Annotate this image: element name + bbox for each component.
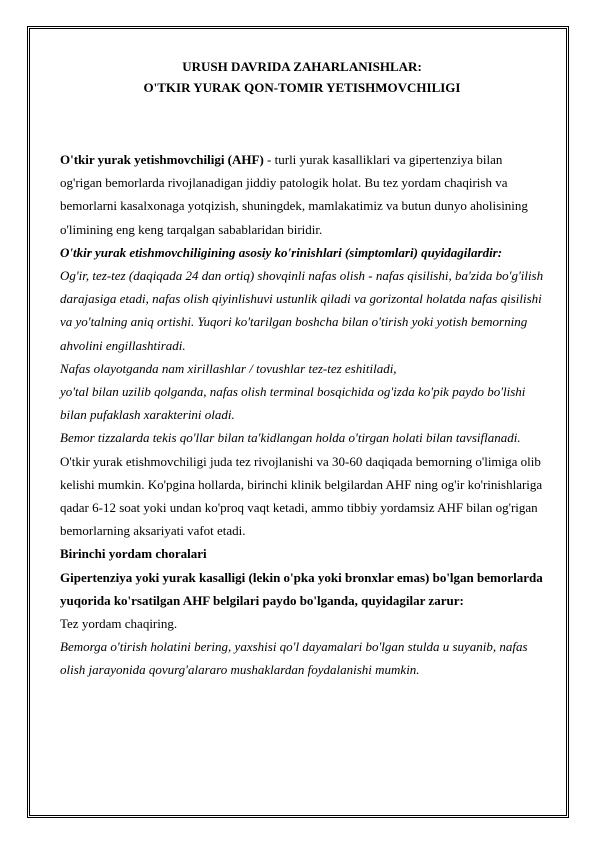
step-1: Tez yordam chaqiring. (60, 616, 178, 632)
step-2: Bemorga o'tirish holatini bering, yaxshisi qo'l dayamalari bo'lgan stulda u suyanib, nafas olish jarayonida qovurg'alararo mushaklardan foydalanishi mumkin. (60, 639, 528, 678)
symptom-1: Og'ir, tez-tez (daqiqada 24 dan ortiq) shovqinli nafas olish - nafas qisilishi, ba'zida bo'g'ilish darajasiga etadi, nafas olish qiyinlishuvi ustunlik qiladi va gorizontal holatda nafas qisilishi va yo'talning aniq ortishi. Yuqori ko'tarilgan boshcha bilan o'tirish yoki yotish bemorning ahvolini engillashtiradi. (60, 268, 544, 353)
intro-text: - turli yurak kasalliklari va gipertenziya bilan og'rigan bemorlarda rivojlanadigan jiddiy patologik holat. Bu tez yordam chaqirish va bemorlarni kasalxonaga yotqizish, shuningdek, mamlakatimiz va butun dunyo aholisining o'limining eng keng tarqalgan sabablaridan biridir. (60, 152, 528, 237)
intro-term: O'tkir yurak yetishmovchiligi (AHF) (60, 152, 264, 167)
symptom-2: Nafas olayotganda nam xirillashlar / tovushlar tez-tez eshitiladi, (60, 360, 397, 376)
title-line-1: URUSH DAVRIDA ZAHARLANISHLAR: (182, 59, 422, 74)
symptoms-heading: O'tkir yurak etishmovchiligining asosiy ko'rinishlari (simptomlari) quyidagilardir: (60, 244, 503, 260)
first-aid-condition: Gipertenziya yoki yurak kasalligi (lekin o'pka yoki bronxlar emas) bo'lgan bemorlarda yuqorida ko'rsatilgan AHF belgilari paydo bo'lganda, quyidagilar zarur: (60, 569, 543, 608)
spacer (60, 98, 544, 148)
first-aid-heading: Birinchi yordam choralari (60, 546, 207, 562)
symptom-3: yo'tal bilan uzilib qolganda, nafas olish terminal bosqichida og'izda ko'pik paydo bo'lishi bilan pufaklash xarakterini oladi. (60, 384, 526, 423)
title-line-2: O'TKIR YURAK QON-TOMIR YETISHMOVCHILIGI (143, 80, 461, 95)
progress-paragraph: O'tkir yurak etishmovchiligi juda tez rivojlanishi va 30-60 daqiqada bemorning o'limiga olib kelishi mumkin. Ko'pgina hollarda, birinchi klinik belgilardan AHF ning og'ir ko'rinishlariga qadar 6-12 soat yoki undan ko'proq vaqt ketadi, ammo tibbiy yordamsiz AHF bilan og'rigan bemorlarning aksariyati vafot etadi. (60, 453, 543, 539)
symptom-4: Bemor tizzalarda tekis qo'llar bilan ta'kidlangan holda o'tirgan holati bilan tavsiflanadi. (60, 430, 521, 446)
document-body (60, 56, 544, 682)
intro-paragraph (60, 148, 544, 241)
